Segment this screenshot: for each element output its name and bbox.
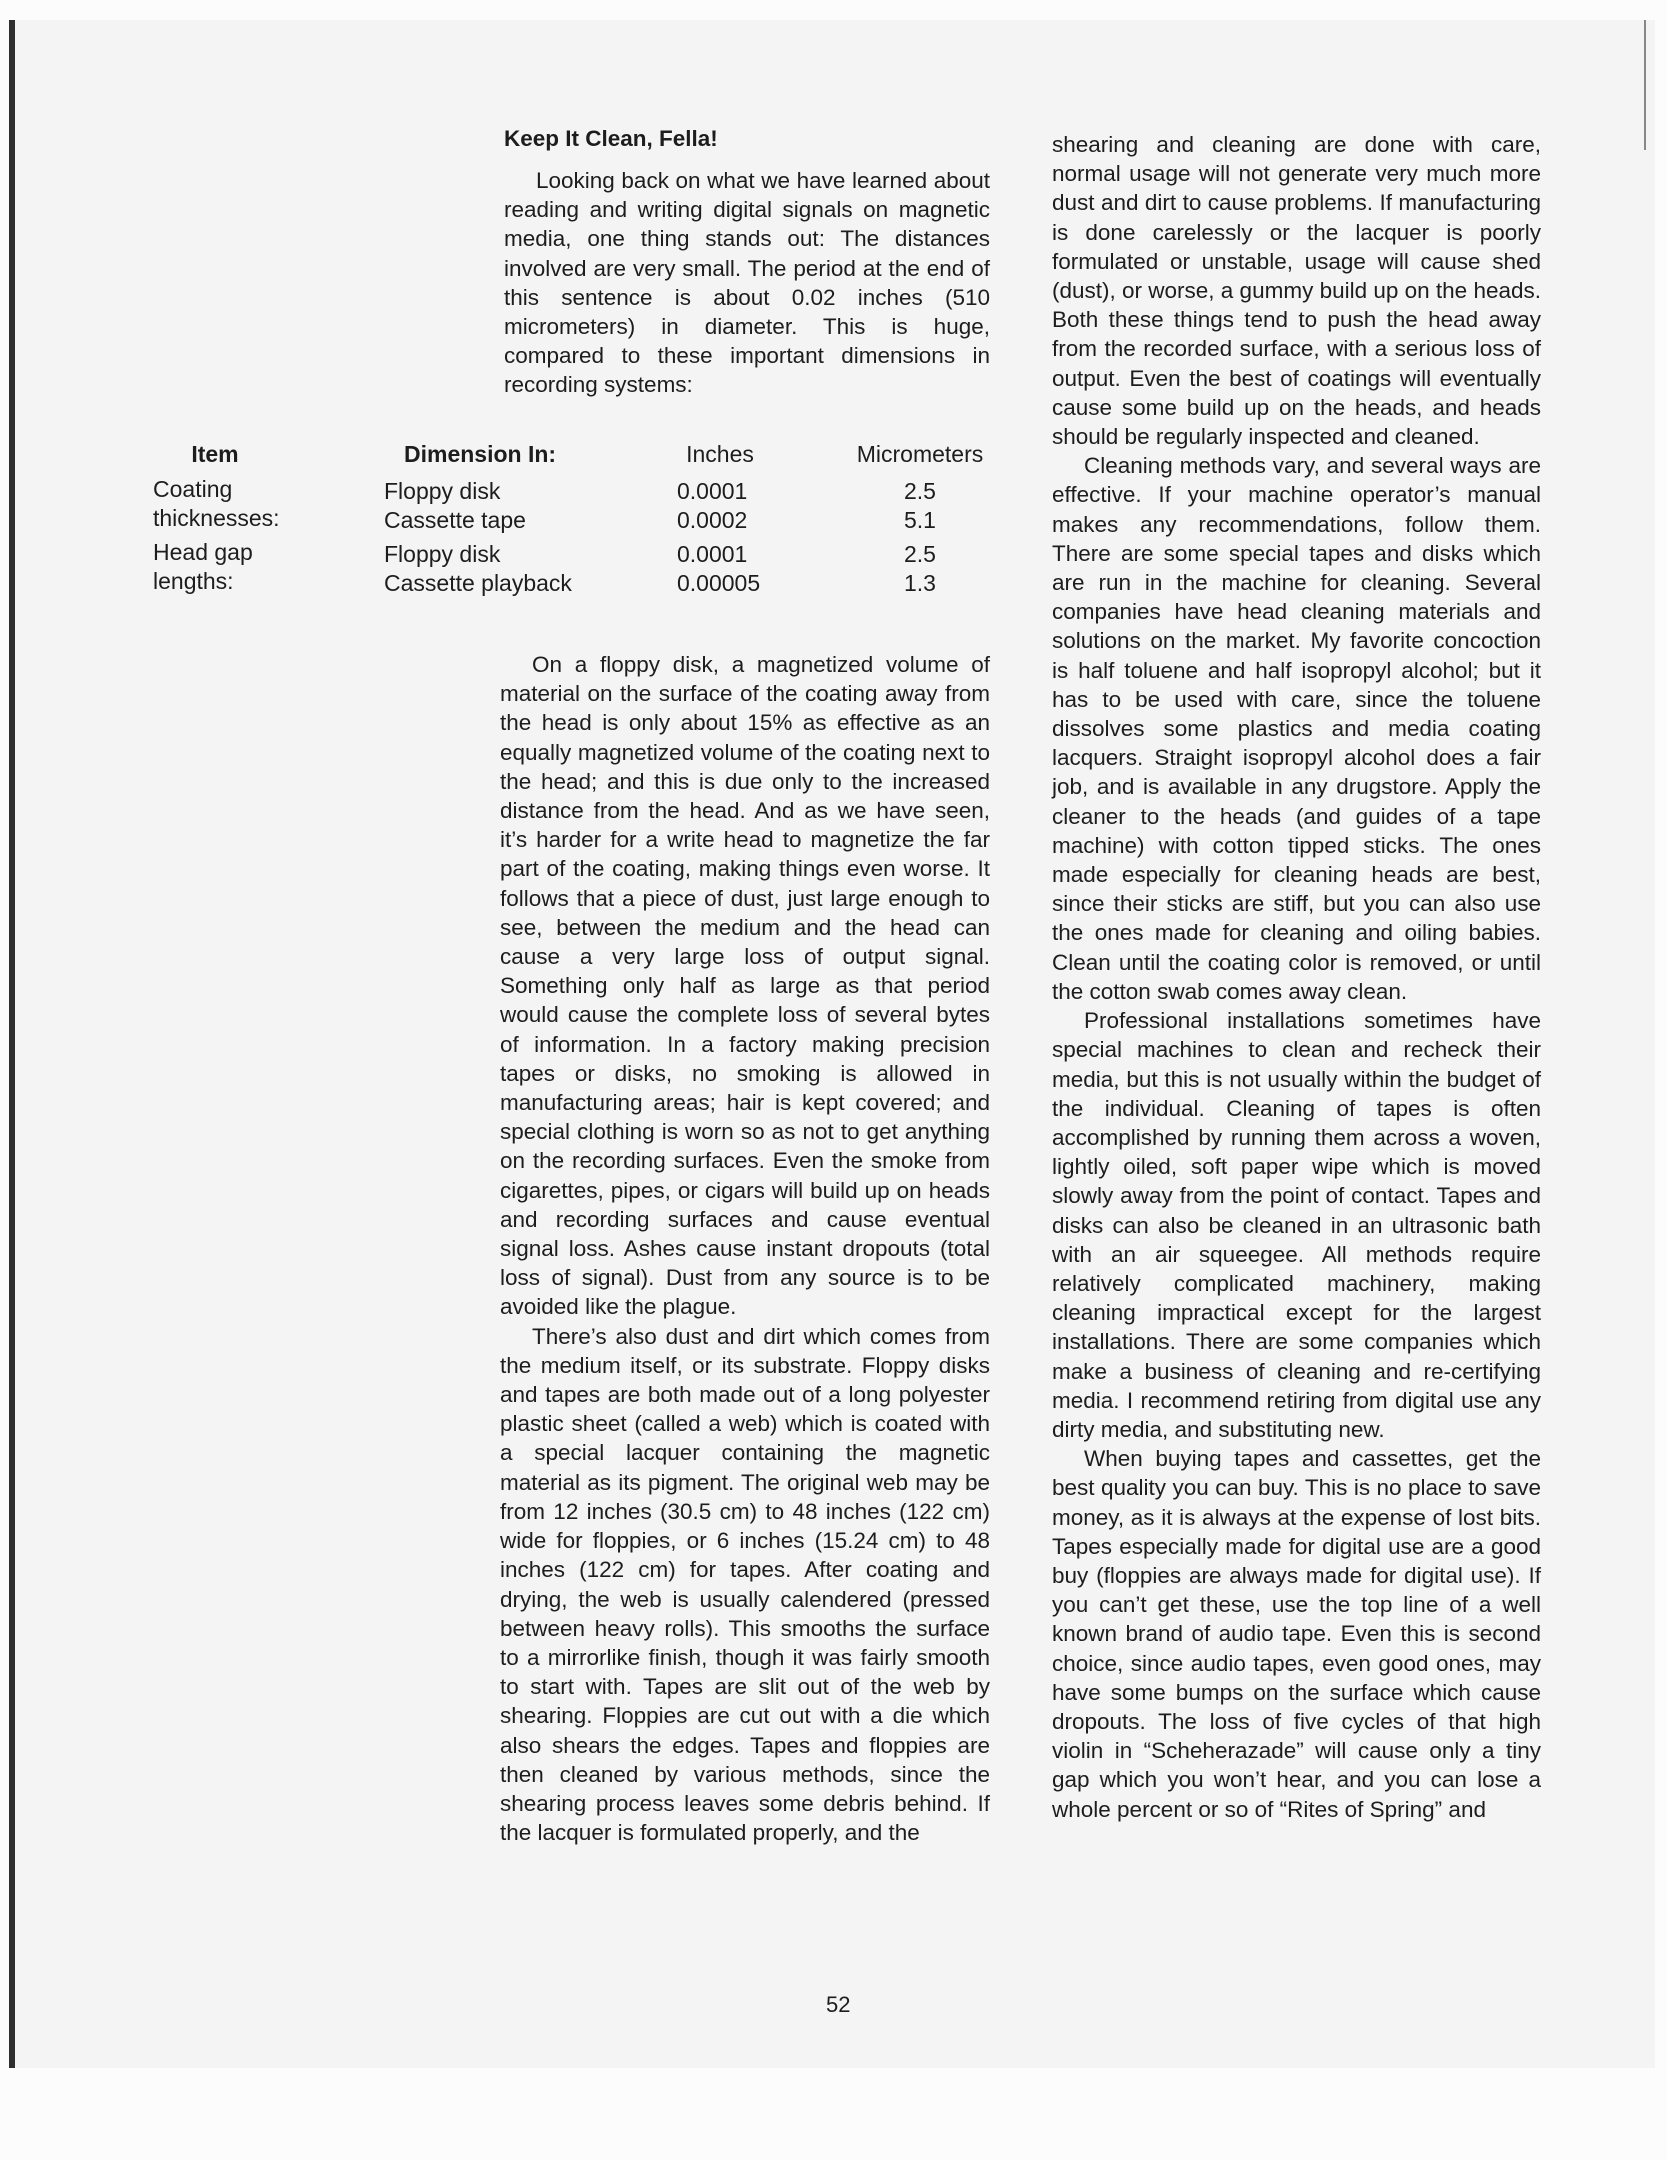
right-text-column bbox=[1052, 130, 1541, 1824]
table-header-inches: Inches bbox=[686, 441, 754, 467]
body-paragraph: When buying tapes and cassettes, get the best quality you can buy. This is no place to save money, as it is always at the expense of lost bits. Tapes especially made for digital use are a good buy (floppies are always made for digital use). If you can’t get these, use the top line of a well known brand of audio tape. Even this is second choice, since audio tapes, even good ones, may have some bumps on the surface which cause dropouts. The loss of five cycles of that high violin in “Scheherazade” will cause only a tiny gap which you won’t hear, and you can lose a whole percent or so of “Rites of Spring” and bbox=[1052, 1446, 1541, 1822]
body-paragraph: Professional installations sometimes have special machines to clean and recheck their media, but this is not usually within the budget of the individual. Cleaning of tapes is often accomplished by running them across a woven, lightly oiled, soft paper wipe which is moved slowly away from the point of contact. Tapes and disks can also be cleaned in an ultrasonic bath with an air squeegee. All methods require relatively complicated machinery, making cleaning impractical except for the largest installations. There are some companies which make a business of cleaning and re-certifying media. I recommend retiring from digital use any dirty media, and substituting new. bbox=[1052, 1008, 1541, 1442]
table-cell-dimension: Cassette playback bbox=[384, 570, 572, 596]
table-header-item: Item bbox=[191, 441, 239, 467]
table-cell-inches: 0.00005 bbox=[677, 570, 761, 596]
body-paragraph: There’s also dust and dirt which comes from the medium itself, or its substrate. Floppy disks and tapes are both made out of a long polyester plastic sheet (called a web) which is coated with a special lacquer containing the magnetic material as its pigment. The original web may be from 12 inches (30.5 cm) to 48 inches (122 cm) wide for floppies, or 6 inches (15.24 cm) to 48 inches (122 cm) for tapes. After coating and drying, the web is usually calendered (pressed between heavy rolls). This smooths the surface to a mirrorlike finish, though it was fairly smooth to start with. Tapes are slit out of the web by shearing. Floppies are cut out with a die which also shears the edges. Tapes and floppies are then cleaned by various methods, since the shearing process leaves some debris behind. If the lacquer is formulated properly, and the bbox=[500, 1323, 990, 1846]
table-cell-dimension: Cassette tape bbox=[384, 507, 526, 533]
table-cell-dimension: Floppy disk bbox=[384, 478, 501, 504]
table-header-dimension: Dimension In: bbox=[404, 441, 557, 467]
binding-edge bbox=[9, 20, 15, 2068]
table-cell-micrometers: 2.5 bbox=[904, 478, 936, 504]
intro-block bbox=[504, 166, 990, 400]
right-edge-mark bbox=[1644, 20, 1646, 150]
table-cell-inches: 0.0002 bbox=[677, 507, 748, 533]
table-item-label: lengths: bbox=[153, 568, 234, 594]
table-header-micrometers: Micrometers bbox=[856, 441, 984, 467]
table-cell-micrometers: 5.1 bbox=[904, 507, 936, 533]
table-cell-micrometers: 1.3 bbox=[904, 570, 936, 596]
table-item-label: Coating bbox=[153, 476, 233, 502]
table-cell-inches: 0.0001 bbox=[677, 478, 748, 504]
body-paragraph: shearing and cleaning are done with care, normal usage will not generate very much more dust and dirt to cause problems. If manufacturing is done carelessly or the lacquer is poorly formulated or unstable, usage will cause shed (dust), or worse, a gummy build up on the heads. Both these things tend to push the head away from the recorded surface, with a serious loss of output. Even the best of coatings will eventually cause some build up on the heads, and heads should be regularly inspected and cleaned. bbox=[1052, 132, 1542, 450]
table-cell-dimension: Floppy disk bbox=[384, 541, 501, 567]
page-number: 52 bbox=[826, 1992, 851, 2017]
intro-paragraph: Looking back on what we have learned about reading and writing digital signals on magnetic media, one thing stands out: The distances involved are very small. The period at the end of this sentence is about 0.02 inches (510 micrometers) in diameter. This is huge, compared to these important dimensions in recording systems: bbox=[504, 168, 990, 398]
body-paragraph: Cleaning methods vary, and several ways are effective. If your machine operator’s manual makes any recommendations, follow them. There are some special tapes and disks which are run in the machine for cleaning. Several companies have head cleaning materials and solutions on the market. My favorite concoction is half toluene and half isopropyl alcohol; but it has to be used with care, since the toluene dissolves some plastics and media coating lacquers. Straight isopropyl alcohol does a fair job, and is available in any drugstore. Apply the cleaner to the heads (and guides of a tape machine) with cotton tipped sticks. The ones made especially for cleaning heads are best, since their sticks are stiff, but you can also use the ones made for cleaning and oiling babies. Clean until the coating color is removed, or until the cotton swab comes away clean. bbox=[1052, 453, 1541, 1004]
table-cell-inches: 0.0001 bbox=[677, 541, 748, 567]
body-paragraph: On a floppy disk, a magnetized volume of material on the surface of the coating away from the head is only about 15% as effective as an equally magnetized volume of the coating next to the head; and this is due only to the increased distance from the head. And as we have seen, it’s harder for a write head to magnetize the far part of the coating, making things even worse. It follows that a piece of dust, just large enough to see, between the medium and the head can cause a very large loss of output signal. Something only half as large as that period would cause the complete loss of several bytes of information. In a factory making precision tapes or disks, no smoking is allowed in manufacturing areas; hair is kept covered; and special clothing is worn so as not to get anything on the recording surfaces. Even the smoke from cigarettes, pipes, or cigars will build up on heads and recording surfaces and cause eventual signal loss. Ashes cause instant dropouts (total loss of signal). Dust from any source is to be avoided like the plague. bbox=[500, 652, 990, 1320]
section-title: Keep It Clean, Fella! bbox=[504, 126, 718, 151]
left-text-column bbox=[500, 650, 990, 1847]
table-item-label: Head gap bbox=[153, 539, 253, 565]
table-cell-micrometers: 2.5 bbox=[904, 541, 936, 567]
table-item-label: thicknesses: bbox=[153, 505, 280, 531]
